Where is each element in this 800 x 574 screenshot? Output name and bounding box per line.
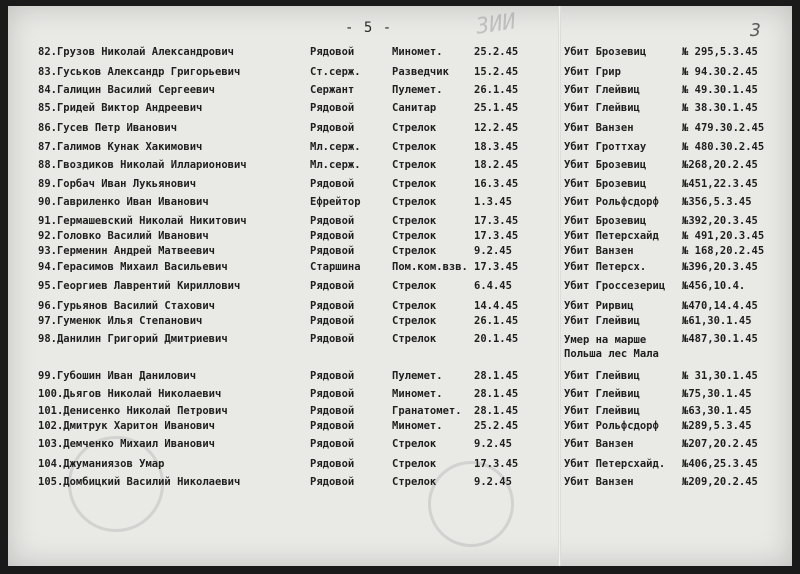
rank-cell: Рядовой (310, 300, 355, 312)
specialty-cell: Пом.ком.взв. (392, 261, 468, 273)
name-cell: 85.Гридей Виктор Андреевич (38, 102, 203, 114)
specialty-cell: Стрелок (392, 300, 437, 312)
fate-cell: Убит Глейвиц (564, 388, 640, 400)
fate-cell: Убит Ванзен (564, 245, 634, 257)
rank-cell: Рядовой (310, 388, 355, 400)
order-ref-cell: №63,30.1.45 (682, 405, 752, 417)
fate-cell: Умер на марше Польша лес Мала (564, 334, 659, 360)
rank-cell: Рядовой (310, 438, 355, 450)
order-ref-cell: № 31,30.1.45 (682, 370, 758, 382)
fate-cell: Убит Рольфсдорф (564, 420, 659, 432)
table-row (8, 261, 792, 279)
fate-cell: Убит Ванзен (564, 122, 634, 134)
fate-cell: Убит Брозевиц (564, 215, 647, 227)
rank-cell: Рядовой (310, 215, 355, 227)
name-cell: 91.Гермашевский Николай Никитович (38, 215, 247, 227)
rank-cell: Мл.серж. (310, 141, 361, 153)
table-row (8, 141, 792, 159)
fate-cell: Убит Грир (564, 66, 621, 78)
fate-cell: Убит Брозевиц (564, 178, 647, 190)
fate-cell: Убит Петерсхайд (564, 230, 659, 242)
order-ref-cell: №451,22.3.45 (682, 178, 758, 190)
order-ref-cell: №356,5.3.45 (682, 196, 752, 208)
rank-cell: Рядовой (310, 333, 355, 345)
specialty-cell: Стрелок (392, 280, 437, 292)
specialty-cell: Стрелок (392, 159, 437, 171)
date-cell: 28.1.45 (474, 388, 519, 400)
order-ref-cell: №61,30.1.45 (682, 315, 752, 327)
fate-cell: Убит Гроссезериц (564, 280, 666, 292)
rank-cell: Рядовой (310, 280, 355, 292)
date-cell: 28.1.45 (474, 370, 519, 382)
fate-cell: Убит Петерсхайд. (564, 458, 666, 470)
specialty-cell: Миномет. (392, 420, 443, 432)
rank-cell: Рядовой (310, 230, 355, 242)
table-row (8, 84, 792, 102)
specialty-cell: Гранатомет. (392, 405, 462, 417)
table-row (8, 280, 792, 298)
rank-cell: Старшина (310, 261, 361, 273)
fate-cell: Убит Ванзен (564, 438, 634, 450)
order-ref-cell: № 491,20.3.45 (682, 230, 765, 242)
order-ref-cell: №289,5.3.45 (682, 420, 752, 432)
table-row (8, 178, 792, 196)
rank-cell: Рядовой (310, 122, 355, 134)
date-cell: 18.3.45 (474, 141, 519, 153)
name-cell: 89.Горбач Иван Лукьянович (38, 178, 197, 190)
table-row (8, 46, 792, 64)
order-ref-cell: №456,10.4. (682, 280, 746, 292)
specialty-cell: Стрелок (392, 245, 437, 257)
table-row (8, 388, 792, 406)
rank-cell: Рядовой (310, 46, 355, 58)
rank-cell: Ст.серж. (310, 66, 361, 78)
date-cell: 9.2.45 (474, 476, 512, 488)
rank-cell: Рядовой (310, 476, 355, 488)
name-cell: 82.Грузов Николай Александрович (38, 46, 234, 58)
specialty-cell: Стрелок (392, 333, 437, 345)
name-cell: 97.Гуменюк Илья Степанович (38, 315, 203, 327)
fate-cell: Убит Петерсх. (564, 261, 647, 273)
name-cell: 90.Гавриленко Иван Иванович (38, 196, 209, 208)
specialty-cell: Санитар (392, 102, 437, 114)
rank-cell: Ефрейтор (310, 196, 361, 208)
rank-cell: Рядовой (310, 102, 355, 114)
specialty-cell: Стрелок (392, 178, 437, 190)
specialty-cell: Стрелок (392, 122, 437, 134)
date-cell: 28.1.45 (474, 405, 519, 417)
name-cell: 98.Данилин Григорий Дмитриевич (38, 333, 228, 345)
specialty-cell: Стрелок (392, 476, 437, 488)
rank-cell: Мл.серж. (310, 159, 361, 171)
table-row (8, 159, 792, 177)
order-ref-cell: №406,25.3.45 (682, 458, 758, 470)
order-ref-cell: №75,30.1.45 (682, 388, 752, 400)
table-row (8, 420, 792, 438)
table-row (8, 476, 792, 494)
date-cell: 17.3.45 (474, 215, 519, 227)
table-row (8, 102, 792, 120)
rank-cell: Рядовой (310, 420, 355, 432)
date-cell: 6.4.45 (474, 280, 512, 292)
name-cell: 92.Головко Василий Иванович (38, 230, 209, 242)
fate-cell: Убит Глейвиц (564, 84, 640, 96)
document-page (8, 6, 792, 566)
specialty-cell: Разведчик (392, 66, 449, 78)
fate-cell: Убит Глейвиц (564, 102, 640, 114)
name-cell: 93.Герменин Андрей Матвеевич (38, 245, 216, 257)
specialty-cell: Стрелок (392, 315, 437, 327)
name-cell: 100.Дьягов Николай Николаевич (38, 388, 222, 400)
name-cell: 101.Денисенко Николай Петрович (38, 405, 228, 417)
order-ref-cell: № 49.30.1.45 (682, 84, 758, 96)
rank-cell: Рядовой (310, 178, 355, 190)
date-cell: 17.3.45 (474, 261, 519, 273)
name-cell: 88.Гвоздиков Николай Илларионович (38, 159, 247, 171)
date-cell: 25.2.45 (474, 420, 519, 432)
date-cell: 26.1.45 (474, 84, 519, 96)
name-cell: 83.Гуськов Александр Григорьевич (38, 66, 241, 78)
specialty-cell: Стрелок (392, 196, 437, 208)
rank-cell: Рядовой (310, 405, 355, 417)
date-cell: 25.2.45 (474, 46, 519, 58)
fate-cell: Убит Гроттхау (564, 141, 647, 153)
date-cell: 16.3.45 (474, 178, 519, 190)
fate-cell: Убит Рольфсдорф (564, 196, 659, 208)
date-cell: 9.2.45 (474, 245, 512, 257)
name-cell: 99.Губошин Иван Данилович (38, 370, 197, 382)
sheet-number: 3 (750, 20, 761, 41)
name-cell: 84.Галицин Василий Сергеевич (38, 84, 216, 96)
name-cell: 87.Галимов Кунак Хакимович (38, 141, 203, 153)
table-row (8, 66, 792, 84)
table-row (8, 438, 792, 456)
rank-cell: Рядовой (310, 370, 355, 382)
order-ref-cell: №207,20.2.45 (682, 438, 758, 450)
date-cell: 17.3.45 (474, 230, 519, 242)
fate-cell: Убит Глейвиц (564, 405, 640, 417)
date-cell: 1.3.45 (474, 196, 512, 208)
name-cell: 105.Домбицкий Василий Николаевич (38, 476, 241, 488)
table-row (8, 333, 792, 360)
name-cell: 102.Дмитрук Харитон Иванович (38, 420, 216, 432)
order-ref-cell: №392,20.3.45 (682, 215, 758, 227)
date-cell: 14.4.45 (474, 300, 519, 312)
name-cell: 95.Георгиев Лаврентий Кириллович (38, 280, 241, 292)
date-cell: 18.2.45 (474, 159, 519, 171)
specialty-cell: Стрелок (392, 230, 437, 242)
date-cell: 9.2.45 (474, 438, 512, 450)
name-cell: 104.Джуманиязов Умар (38, 458, 165, 470)
order-ref-cell: № 479.30.2.45 (682, 122, 765, 134)
rank-cell: Рядовой (310, 315, 355, 327)
fate-cell: Убит Глейвиц (564, 315, 640, 327)
specialty-cell: Пулемет. (392, 84, 443, 96)
name-cell: 86.Гусев Петр Иванович (38, 122, 178, 134)
specialty-cell: Стрелок (392, 438, 437, 450)
ghost-handwriting: ЗИИ (474, 9, 518, 40)
fate-cell: Убит Брозевиц (564, 159, 647, 171)
table-row (8, 315, 792, 333)
fate-cell: Убит Рирвиц (564, 300, 634, 312)
order-ref-cell: №470,14.4.45 (682, 300, 758, 312)
date-cell: 17.3.45 (474, 458, 519, 470)
date-cell: 15.2.45 (474, 66, 519, 78)
name-cell: 94.Герасимов Михаил Васильевич (38, 261, 228, 273)
order-ref-cell: № 168,20.2.45 (682, 245, 765, 257)
specialty-cell: Миномет. (392, 46, 443, 58)
name-cell: 103.Демченко Михаил Иванович (38, 438, 216, 450)
order-ref-cell: № 295,5.3.45 (682, 46, 758, 58)
order-ref-cell: №487,30.1.45 (682, 333, 758, 345)
table-row (8, 370, 792, 388)
date-cell: 26.1.45 (474, 315, 519, 327)
fate-cell: Убит Брозевиц (564, 46, 647, 58)
table-row (8, 458, 792, 476)
rank-cell: Рядовой (310, 245, 355, 257)
table-row (8, 122, 792, 140)
order-ref-cell: №396,20.3.45 (682, 261, 758, 273)
fate-cell: Убит Глейвиц (564, 370, 640, 382)
date-cell: 20.1.45 (474, 333, 519, 345)
specialty-cell: Миномет. (392, 388, 443, 400)
date-cell: 12.2.45 (474, 122, 519, 134)
fate-cell: Убит Ванзен (564, 476, 634, 488)
rank-cell: Рядовой (310, 458, 355, 470)
specialty-cell: Стрелок (392, 141, 437, 153)
page-number: - 5 - (345, 20, 393, 36)
specialty-cell: Стрелок (392, 215, 437, 227)
order-ref-cell: №209,20.2.45 (682, 476, 758, 488)
specialty-cell: Стрелок (392, 458, 437, 470)
table-row (8, 196, 792, 214)
order-ref-cell: №268,20.2.45 (682, 159, 758, 171)
order-ref-cell: № 38.30.1.45 (682, 102, 758, 114)
order-ref-cell: № 480.30.2.45 (682, 141, 765, 153)
date-cell: 25.1.45 (474, 102, 519, 114)
order-ref-cell: № 94.30.2.45 (682, 66, 758, 78)
name-cell: 96.Гурьянов Василий Стахович (38, 300, 216, 312)
specialty-cell: Пулемет. (392, 370, 443, 382)
rank-cell: Сержант (310, 84, 355, 96)
